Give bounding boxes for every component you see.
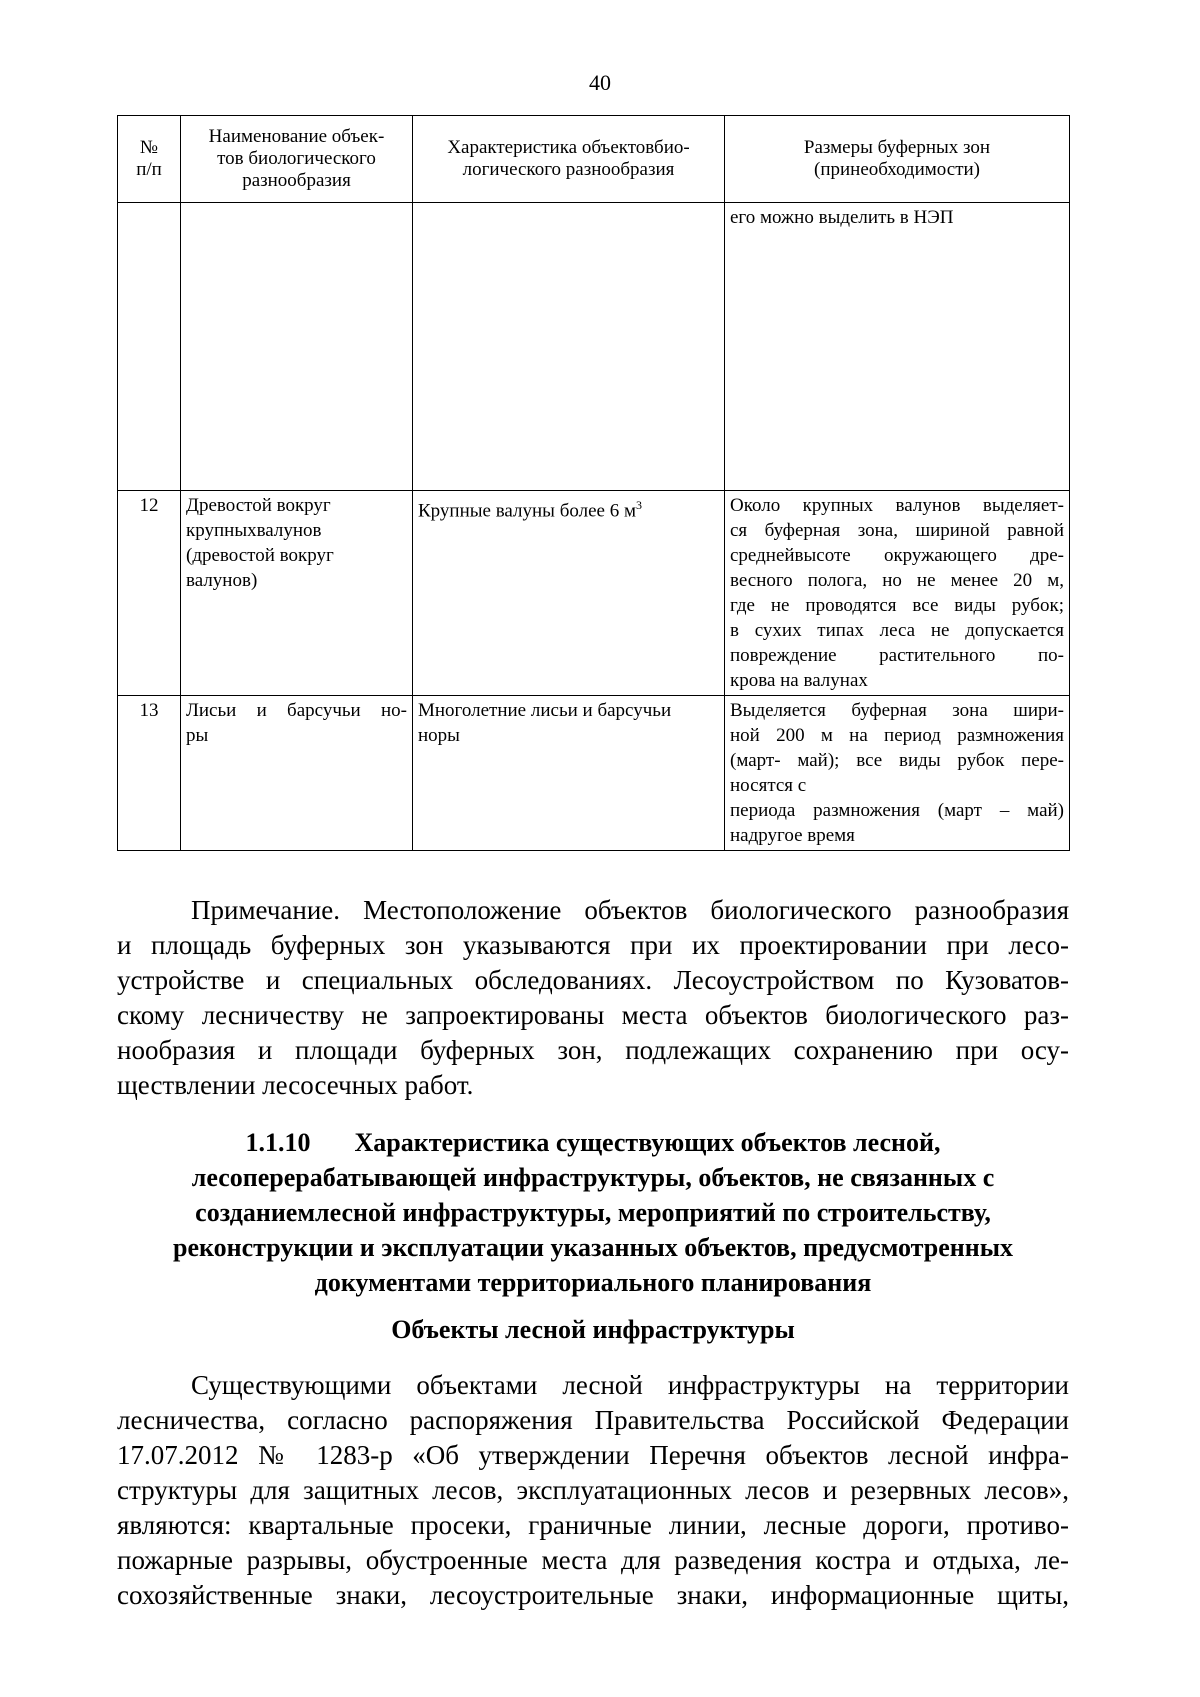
- header-characteristic: Характеристика объектовбио- логического разнообразия: [413, 116, 725, 203]
- page-number: 40: [589, 70, 611, 95]
- table-header-row: [118, 116, 1070, 203]
- header-buffer-size: Размеры буферных зон (принеобходимости): [725, 116, 1070, 203]
- table-row: [118, 696, 1070, 851]
- cell-buffer: его можно выделить в НЭП: [725, 203, 1070, 491]
- section-number: 1.1.10: [245, 1128, 311, 1157]
- section-title-line: документами территориального планирования: [314, 1268, 872, 1297]
- section-title-line: реконструкции и эксплуатации указанных объектов, предусмотренных: [172, 1233, 1013, 1262]
- table-row: [118, 491, 1070, 696]
- note-paragraph: Примечание. Местоположение объектов биологического разнообразия и площадь буферных зон указываются при их проектировании при лесо- устройстве и специальных обследованиях. Лесоустройством по Кузоватов- скому лесничеству не запроектированы места объектов биологического раз- нообразия и площади буферных зон, подлежащих сохранению при осу- ществлении лесосечных работ.: [117, 895, 1069, 1100]
- cell-number: 13: [118, 696, 181, 851]
- cell-number: 12: [118, 491, 181, 696]
- cell-name: [181, 203, 413, 491]
- section-title-line: созданиемлесной инфраструктуры, мероприятий по строительству,: [195, 1198, 991, 1227]
- subheading: Объекты лесной инфраструктуры: [391, 1315, 795, 1344]
- section-title-line: Характеристика существующих объектов лесной,: [354, 1128, 941, 1157]
- section-title-line: лесоперерабатывающей инфраструктуры, объектов, не связанных с: [191, 1163, 995, 1192]
- cell-name: Древостой вокруг крупныхвалунов (древостой вокруг валунов): [181, 491, 413, 696]
- header-object-name: Наименование объек- тов биологического разнообразия: [181, 116, 413, 203]
- body-paragraph: Существующими объектами лесной инфраструктуры на территории лесничества, согласно распоряжения Правительства Российской Федерации 17.07.2012 № 1283-р «Об утверждении Перечня объектов лесной инфра- структуры для защитных лесов, эксплуатационных лесов и резервных лесов», являются: квартальные просеки, граничные линии, лесные дороги, противо- пожарные разрывы, обустроенные места для разведения костра и отдыха, ле- сохозяйственные знаки, лесоустроительные знаки, информационные щиты,: [117, 1370, 1069, 1610]
- cell-characteristic: Многолетние лисьи и барсучьи норы: [413, 696, 725, 851]
- section-heading: [117, 1125, 1069, 1300]
- cell-characteristic: Крупные валуны более 6 $м^3$: [413, 491, 725, 696]
- table-row: [118, 203, 1070, 491]
- cell-characteristic: [413, 203, 725, 491]
- cell-name: Лисьи и барсучьи но- ры: [181, 696, 413, 851]
- cell-number: [118, 203, 181, 491]
- cell-buffer: Выделяется буферная зона шири- ной 200 м на период размножения (март- май); все виды рубок пере- носятся с периода размножения (март – май) надругое время: [725, 696, 1070, 851]
- cell-buffer: Около крупных валунов выделяет- ся буферная зона, шириной равной среднейвысоте окружающего дре- весного полога, но не менее 20 м, где не проводятся все виды рубок; в сухих типах леса не допускается повреждение растительного по- крова на валунах: [725, 491, 1070, 696]
- header-number: № п/п: [118, 116, 181, 203]
- biodiversity-table: [117, 115, 1070, 851]
